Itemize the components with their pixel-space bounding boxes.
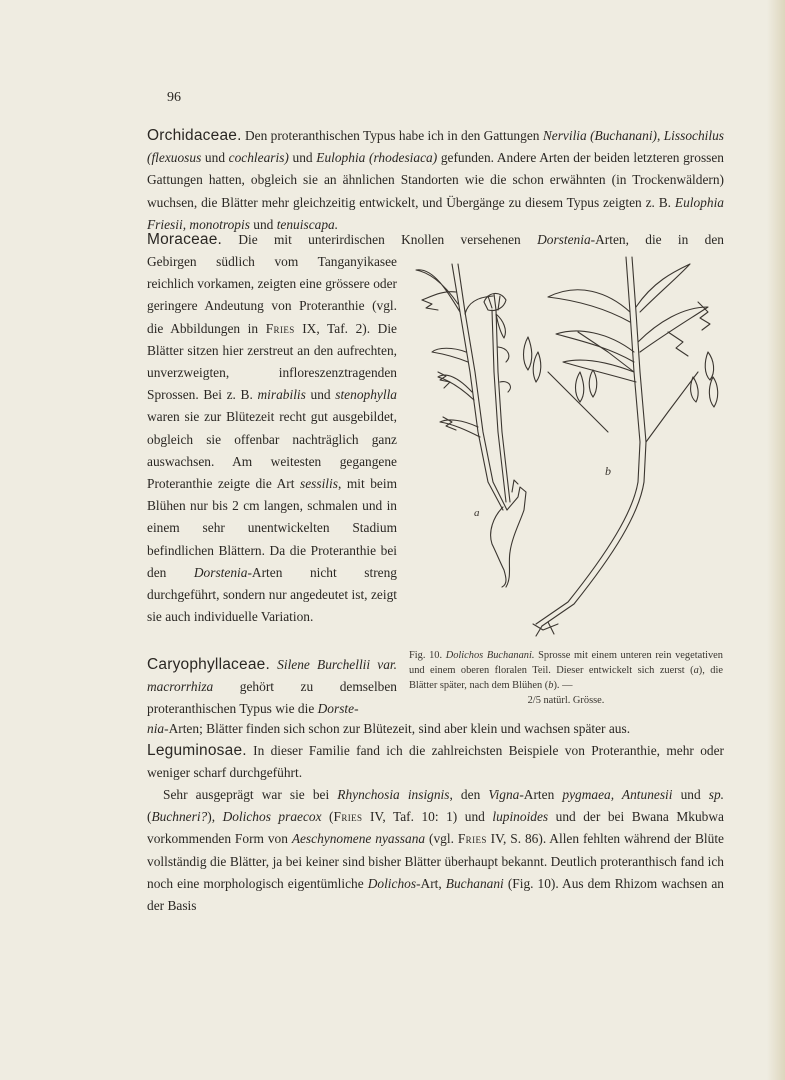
taxon: Buchanani	[445, 875, 504, 891]
caption-text: Fig. 10.	[409, 650, 446, 661]
taxon: lupinoides	[492, 809, 549, 825]
taxon: Dolichos	[367, 875, 417, 891]
taxon: Eulophia (rhodesiaca)	[316, 150, 438, 166]
text: -Art,	[416, 875, 446, 891]
text: ),	[207, 809, 223, 825]
taxon: Dorstenia	[193, 564, 248, 580]
paragraph-moraceae-body	[147, 251, 397, 628]
caption-text: Sprosse mit einem unteren rein vegetativen und einem oberen floralen Teil. Dieser entwickelt sich zuerst (	[409, 650, 723, 676]
text: waren sie zur Blütezeit recht gut ausgebildet, obgleich sie offenbar nachträglich ganz auswachsen. Am weitesten gegangene Proteranthie zeigte die Art	[147, 409, 397, 492]
figure-dolichos-buchanani	[408, 252, 738, 642]
text: und der bei Bwana Mkubwa vorkommenden Form von	[147, 809, 724, 847]
text: -Arten	[519, 787, 563, 802]
text: und	[305, 387, 336, 403]
taxon: Dorste-	[317, 701, 359, 717]
page-number: 96	[167, 90, 181, 105]
text: IX, Taf. 2). Die Blätter sitzen hier zerstreut an den aufrechten, unverzweigten, infloreszenztragenden Sprossen. Bei z. B.	[147, 320, 397, 403]
heading-moraceae: Moraceae.	[147, 231, 223, 248]
taxon: sp.	[708, 787, 724, 802]
taxon: tenuiscapa.	[276, 216, 339, 232]
text: und	[201, 150, 229, 166]
heading-leguminosae: Leguminosae.	[147, 742, 247, 759]
caption-text: ). —	[553, 680, 573, 691]
text: (	[147, 809, 152, 825]
text: IV, Taf. 10: 1) und	[362, 809, 493, 825]
text: (vgl.	[425, 831, 458, 847]
heading-orchidaceae: Orchidaceae.	[147, 127, 242, 144]
paragraph-caryophyllaceae-cont	[147, 718, 724, 740]
paragraph-caryophyllaceae	[147, 654, 397, 721]
heading-caryophyllaceae: Caryophyllaceae.	[147, 656, 270, 673]
taxon: mirabilis	[257, 387, 306, 403]
text: Die mit unterirdischen Knollen versehenen	[222, 232, 538, 247]
text: -Arten nicht streng durchgeführt, sondern nur angedeutet ist, zeigt sie auch individuelle Variation.	[147, 564, 397, 625]
figure-caption	[409, 648, 723, 708]
taxon: Dorstenia	[537, 232, 591, 247]
caption-text: ), die Blätter später, nach dem Blühen (	[409, 665, 723, 691]
paragraph-leguminosae-examples	[147, 784, 724, 917]
specimen-b-drawing	[524, 257, 718, 636]
author-fries: Fries	[457, 831, 487, 847]
text: (Fig. 10). Aus dem Rhizom wachsen an der Basis	[147, 875, 724, 914]
paragraph-leguminosae	[147, 740, 724, 784]
author-fries: Fries	[333, 809, 363, 825]
taxon: nia	[147, 721, 165, 736]
paragraph-orchidaceae	[147, 125, 724, 236]
taxon: Aeschynomene nyassana	[291, 831, 426, 847]
caption-ref: b	[548, 680, 554, 691]
text: -Arten; Blätter finden sich schon zur Blütezeit, sind aber klein und wachsen später aus.	[164, 721, 631, 736]
taxon: Buchneri?	[151, 809, 208, 825]
caption-taxon: Dolichos Buchanani.	[445, 650, 535, 661]
taxon: pygmaea, Antunesii	[562, 787, 673, 802]
text: und	[288, 150, 317, 166]
text: In dieser Familie fand ich die zahlreichsten Beispiele von Proteranthie, mehr oder weniger scharf durchgeführt.	[147, 743, 724, 781]
taxon: Silene Burchellii var. macrorrhiza	[147, 657, 397, 695]
text: IV, S. 86). Allen fehlten während der Blüte vollständig die Blätter, ja bei keiner sind bisher Blätter überhaupt bekannt. Deutlich proteranthisch fand ich noch eine morphologisch eigentümliche	[147, 831, 724, 891]
text: , mit beim Blühen nur bis 2 cm langen, schmalen und in einem sehr unentwickelten Stadium befindlichen Blättern. Da die Proteranthie bei den	[147, 476, 397, 580]
taxon: Vigna	[488, 787, 520, 802]
text: ,	[657, 128, 664, 143]
caption-ref: a	[693, 665, 699, 676]
author-fries: Fries	[265, 320, 295, 336]
paragraph-moraceae-head	[147, 229, 724, 251]
text: gefunden. Andere Arten der beiden letzteren grossen Gattungen hatten, obgleich sie an ähnlichen Standorten wie die schon erwähnten (in Trockenwäldern) wuchsen, die Blätter mehr gleichzeitig entwickelt, und Übergänge zu diesem Typus zeigten z. B.	[147, 150, 725, 210]
text: Gebirgen südlich vom Tanganyikasee reichlich vorkamen, zeigten eine grössere oder geringere Andeutung von Proteranthie (vgl. die Abbildungen in	[147, 254, 397, 336]
taxon: Lissochilus (flexuosus	[147, 128, 725, 166]
text: (	[321, 809, 334, 825]
text: Den proteranthischen Typus habe ich in den Gattungen	[241, 128, 543, 143]
caption-scale: 2/5 natürl. Grösse.	[527, 695, 605, 706]
taxon: cochlearis)	[228, 150, 289, 166]
specimen-a-drawing	[416, 264, 526, 587]
taxon: stenophylla	[335, 387, 397, 403]
text: und	[249, 216, 277, 232]
taxon: sessilis	[300, 476, 338, 492]
page-edge-shadow	[767, 0, 785, 1080]
text: und	[672, 787, 709, 802]
figure-label-b: b	[605, 464, 611, 478]
taxon: Rhynchosia insignis	[337, 787, 450, 802]
taxon: Dolichos praecox	[222, 809, 322, 825]
text: , den	[449, 787, 489, 802]
text: gehört zu demselben proteranthischen Typus wie die	[147, 679, 397, 717]
taxon: Nervilia (Buchanani)	[542, 128, 658, 143]
taxon: Eulophia Friesii, monotropis	[147, 194, 724, 232]
text: Sehr ausgeprägt war sie bei	[163, 787, 338, 802]
figure-label-a: a	[474, 507, 480, 519]
text: -Arten, die in den	[590, 232, 724, 247]
